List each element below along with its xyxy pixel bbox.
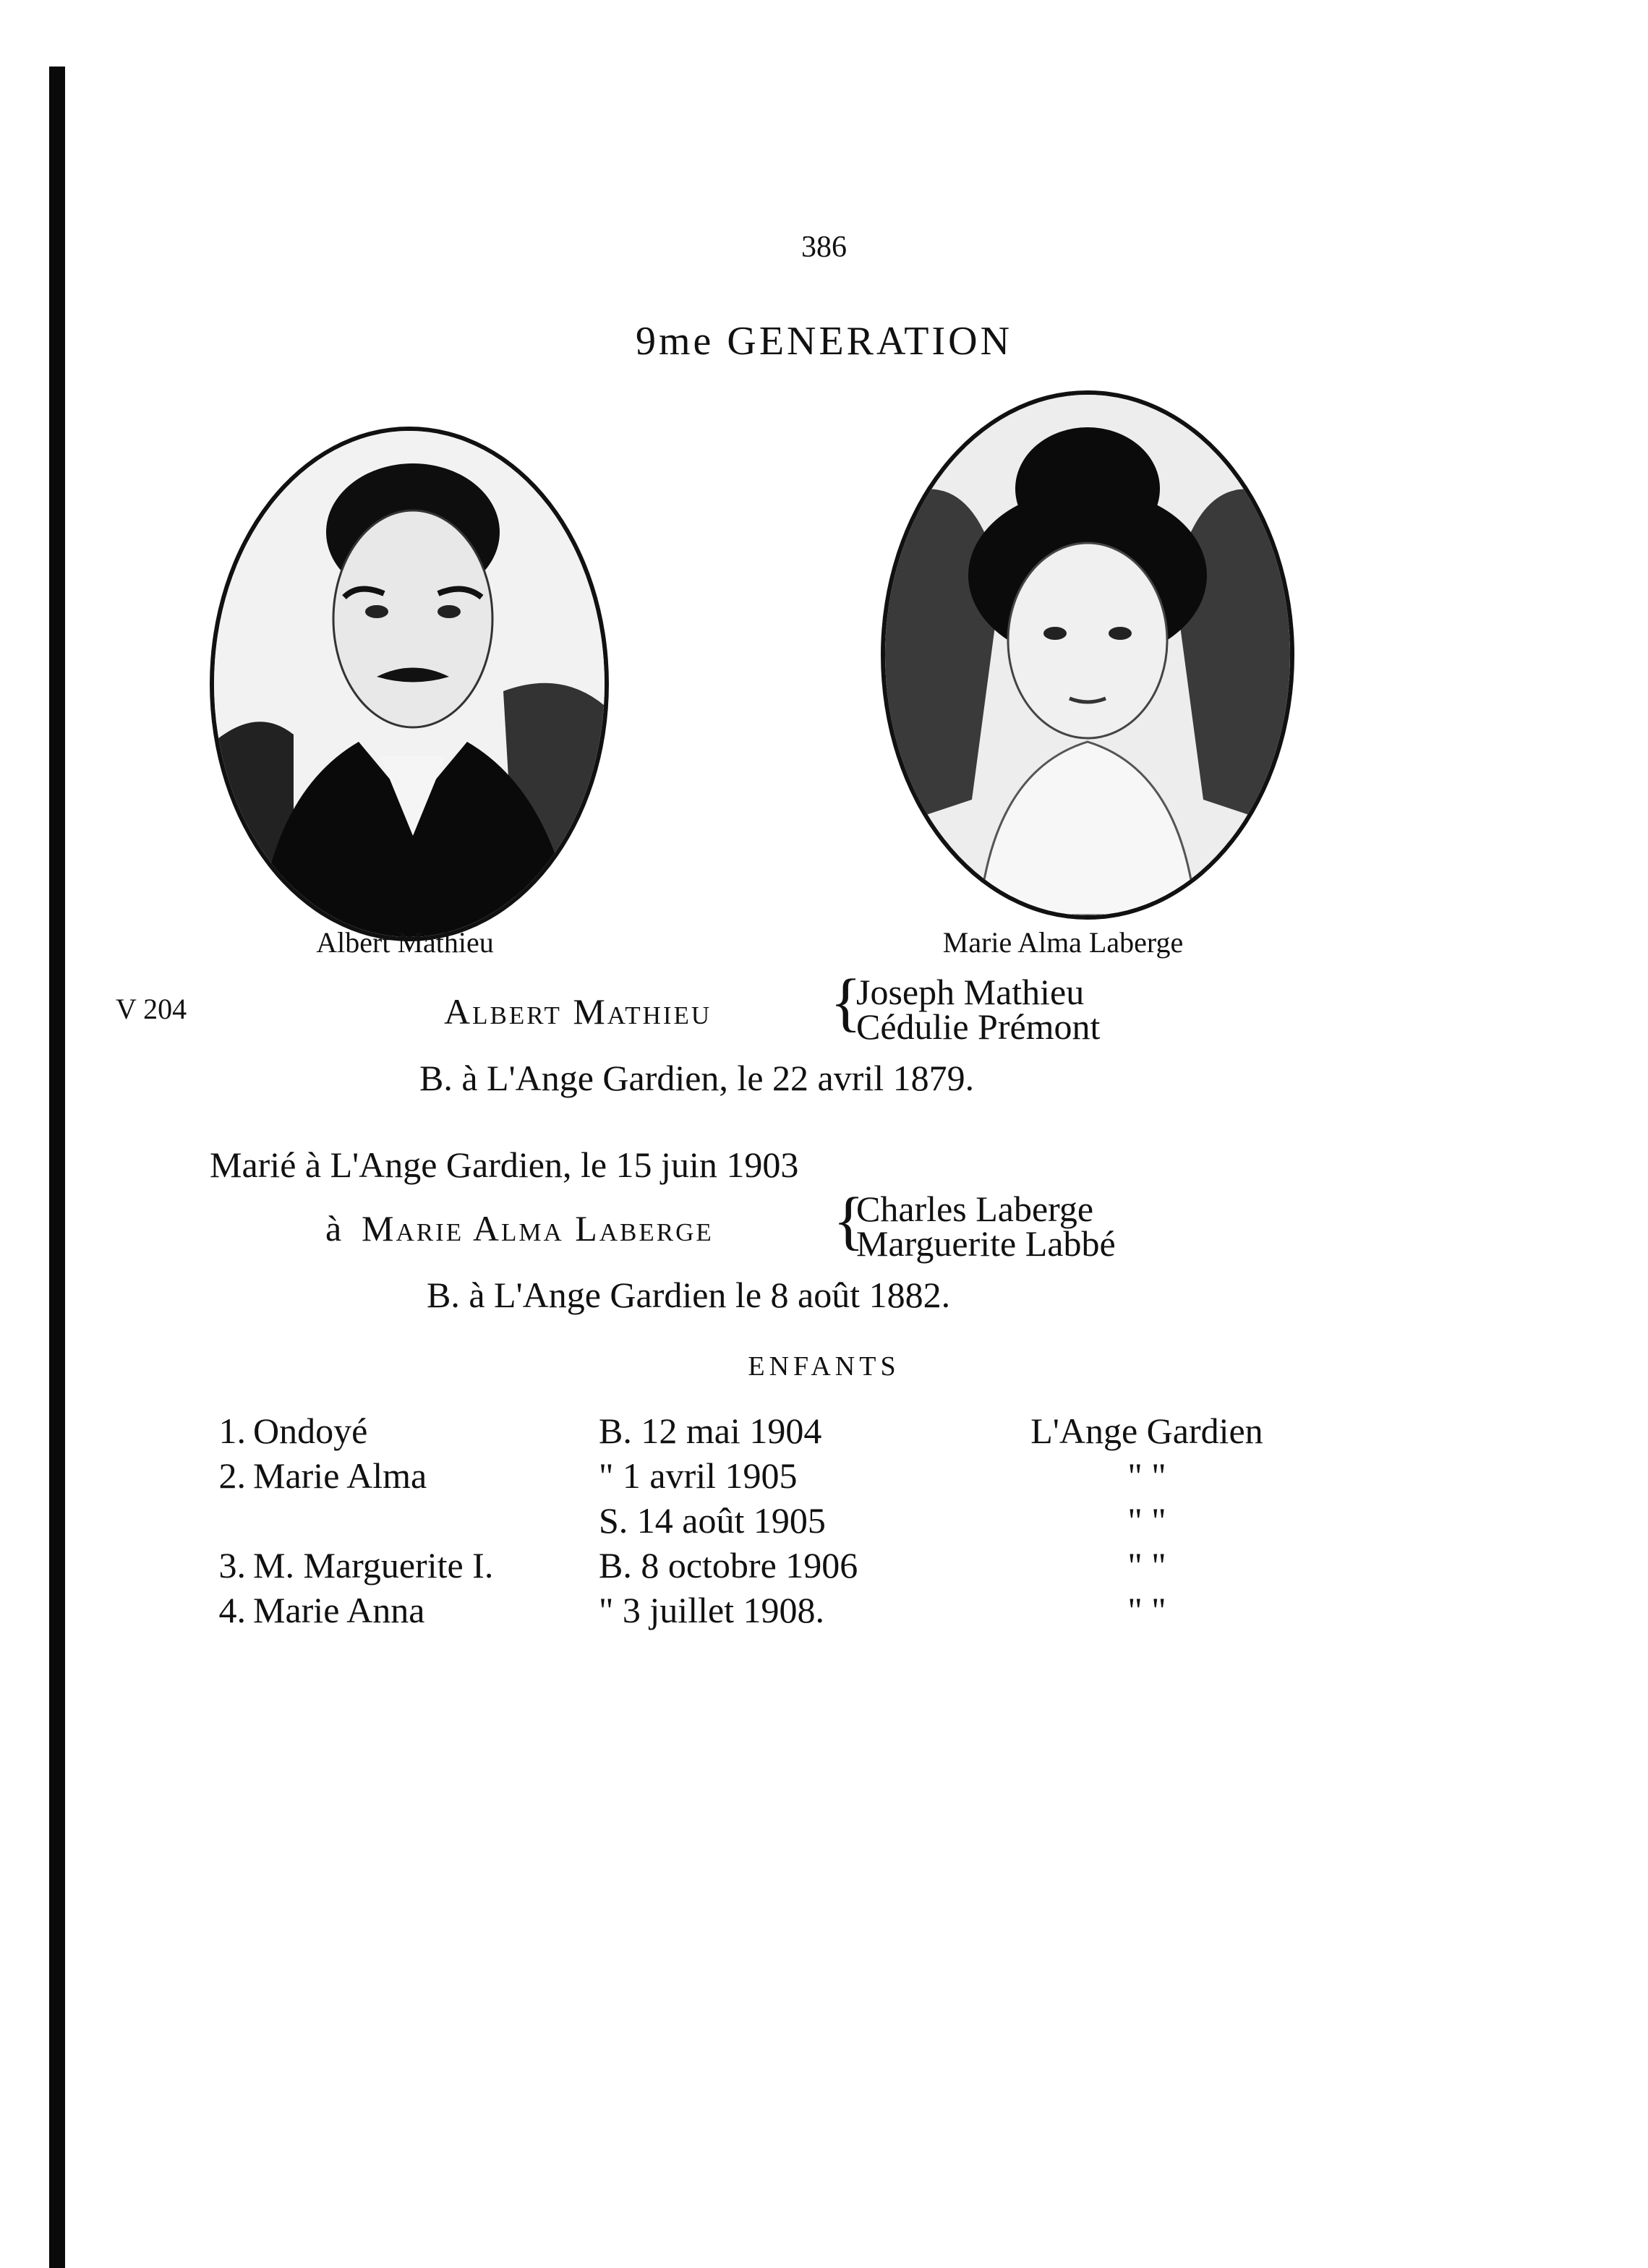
child-date: " 1 avril 1905 <box>599 1455 798 1496</box>
portrait-albert-mathieu <box>210 427 609 941</box>
child-date: " 3 juillet 1908. <box>599 1590 825 1630</box>
child-name: Ondoyé <box>253 1411 368 1451</box>
portrait-caption-right: Marie Alma Laberge <box>942 926 1184 959</box>
child-row <box>202 1499 1504 1543</box>
spouse-parents <box>856 1189 1116 1264</box>
marriage-line: Marié à L'Ange Gardien, le 15 juin 1903 <box>210 1144 799 1185</box>
husband-birth: B. à L'Ange Gardien, le 22 avril 1879. <box>419 1058 975 1098</box>
page-number: 386 <box>801 231 847 264</box>
child-number: 1. <box>218 1411 246 1451</box>
child-number: 2. <box>218 1455 246 1496</box>
bracket-husband-parents: { <box>830 967 862 1038</box>
child-name: M. Marguerite I. <box>253 1545 494 1586</box>
child-row <box>202 1410 1504 1453</box>
husband-father: Joseph Mathieu <box>856 972 1085 1012</box>
child-name: Marie Anna <box>253 1590 425 1630</box>
child-place: " " <box>1127 1455 1166 1496</box>
spouse-prefix: à <box>325 1208 342 1249</box>
binding-edge <box>49 67 65 2268</box>
spouse-mother: Marguerite Labbé <box>856 1223 1116 1264</box>
generation-heading: 9me GENERATION <box>635 319 1013 364</box>
child-date: B. 12 mai 1904 <box>599 1411 822 1451</box>
child-place: " " <box>1127 1590 1166 1630</box>
child-row <box>202 1544 1504 1588</box>
child-number: 3. <box>218 1545 246 1586</box>
portrait-caption-left: Albert Mathieu <box>316 926 494 959</box>
spouse-father: Charles Laberge <box>856 1189 1094 1229</box>
child-name: Marie Alma <box>253 1455 427 1496</box>
children-heading: ENFANTS <box>748 1351 900 1382</box>
husband-parents <box>856 972 1101 1047</box>
reference-number: V 204 <box>116 993 187 1025</box>
bracket-spouse-parents: { <box>833 1185 865 1257</box>
portrait-man-image <box>214 431 605 937</box>
child-place: " " <box>1127 1500 1166 1541</box>
child-date: B. 8 octobre 1906 <box>599 1545 858 1586</box>
child-row <box>202 1589 1504 1632</box>
spouse-birth: B. à L'Ange Gardien le 8 août 1882. <box>427 1275 951 1315</box>
child-place: " " <box>1127 1545 1166 1586</box>
portrait-woman-image <box>885 395 1290 915</box>
child-date: S. 14 août 1905 <box>599 1500 826 1541</box>
child-number: 4. <box>218 1590 246 1630</box>
husband-name: Albert Mathieu <box>444 991 712 1032</box>
portrait-marie-alma-laberge <box>881 390 1294 920</box>
spouse-name: Marie Alma Laberge <box>362 1208 714 1249</box>
child-place: L'Ange Gardien <box>1030 1411 1263 1451</box>
husband-mother: Cédulie Prémont <box>856 1006 1101 1047</box>
child-row <box>202 1455 1504 1498</box>
